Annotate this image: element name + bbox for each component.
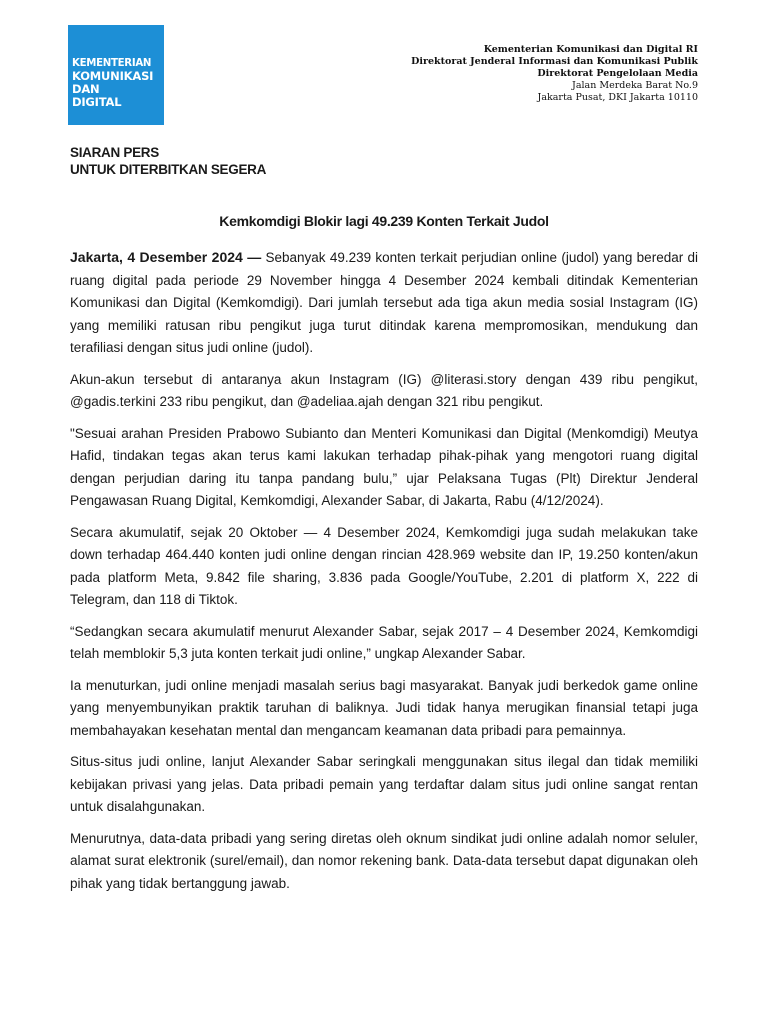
release-type: SIARAN PERS (70, 145, 159, 160)
logo-text-line: DAN (72, 82, 100, 96)
body-paragraph: Ia menuturkan, judi online menjadi masalah serius bagi masyarakat. Banyak judi berkedok game online yang menyembunyikan praktik taruhan di baliknya. Judi tidak hanya merugikan finansial tetapi juga membahayakan kesehatan mental dan mengancam keamanan data pribadi para pemainnya. (70, 677, 698, 738)
ministry-logo (68, 25, 164, 125)
letterhead-directorate: Direktorat Pengelolaan Media (537, 68, 698, 79)
document-body (70, 246, 698, 904)
body-paragraph: Situs-situs judi online, lanjut Alexander Sabar seringkali menggunakan situs ilegal dan tidak memiliki kebijakan privasi yang jelas. Data pribadi pemain yang terdaftar dalam situs judi online sangat rentan untuk disalahgunakan. (70, 754, 698, 814)
logo-text-line: DIGITAL (72, 95, 122, 109)
dateline: Jakarta, 4 Desember 2024 — (70, 249, 262, 265)
logo-text-line: KEMENTERIAN (72, 58, 152, 69)
body-paragraph: Akun-akun tersebut di antaranya akun Instagram (IG) @literasi.story dengan 439 ribu pengikut, @gadis.terkini 233 ribu pengikut, dan @adeliaa.ajah dengan 321 ribu pengikut. (70, 371, 698, 409)
paragraph-text: Sebanyak 49.239 konten terkait perjudian online (judol) yang beredar di ruang digital pada periode 29 November hingga 4 Desember 2024 kembali ditindak Kementerian Komunikasi dan Digital (Kemkomdigi). Dari jumlah tersebut ada tiga akun media sosial Instagram (IG) yang memiliki ratusan ribu pengikut juga turut ditindak karena mempromosikan, mendukung dan terafiliasi dengan situs judi online (judol). (70, 250, 698, 355)
letterhead-city: Jakarta Pusat, DKI Jakarta 10110 (537, 92, 698, 103)
letterhead-directorate-general: Direktorat Jenderal Informasi dan Komunikasi Publik (411, 56, 698, 67)
document-title: Kemkomdigi Blokir lagi 49.239 Konten Terkait Judol (219, 213, 549, 229)
release-header (70, 144, 266, 178)
body-paragraph: "Sesuai arahan Presiden Prabowo Subianto dan Menteri Komunikasi dan Digital (Menkomdigi) Meutya Hafid, tindakan tegas akan terus kami lakukan terhadap pihak-pihak yang mengotori ruang digital dengan perjudian daring itu tanpa pandang bulu,” ujar Pelaksana Tugas (Plt) Direktur Jenderal Pengawasan Ruang Digital, Kemkomdigi, Alexander Sabar, di Jakarta, Rabu (4/12/2024). (70, 425, 698, 508)
letterhead-address (411, 44, 698, 104)
release-note: UNTUK DITERBITKAN SEGERA (70, 162, 267, 177)
body-paragraph: Menurutnya, data-data pribadi yang sering diretas oleh oknum sindikat judi online adalah nomor seluler, alamat surat elektronik (surel/email), dan nomor rekening bank. Data-data tersebut dapat digunakan oleh pihak yang tidak bertanggung jawab. (70, 830, 698, 891)
body-paragraph (70, 246, 698, 360)
body-paragraph: Secara akumulatif, sejak 20 Oktober — 4 Desember 2024, Kemkomdigi juga sudah melakukan take down terhadap 464.440 konten judi online dengan rincian 428.969 website dan IP, 19.250 konten/akun pada platform Meta, 9.842 file sharing, 3.836 pada Google/YouTube, 2.201 di platform X, 222 di Telegram, dan 118 di Tiktok. (70, 524, 698, 607)
letterhead-ministry: Kementerian Komunikasi dan Digital RI (483, 44, 698, 55)
body-paragraph: “Sedangkan secara akumulatif menurut Alexander Sabar, sejak 2017 – 4 Desember 2024, Kemkomdigi telah memblokir 5,3 juta konten terkait judi online,” ungkap Alexander Sabar. (70, 623, 698, 661)
logo-text-line: KOMUNIKASI (72, 69, 154, 83)
letterhead-street: Jalan Merdeka Barat No.9 (572, 80, 698, 91)
